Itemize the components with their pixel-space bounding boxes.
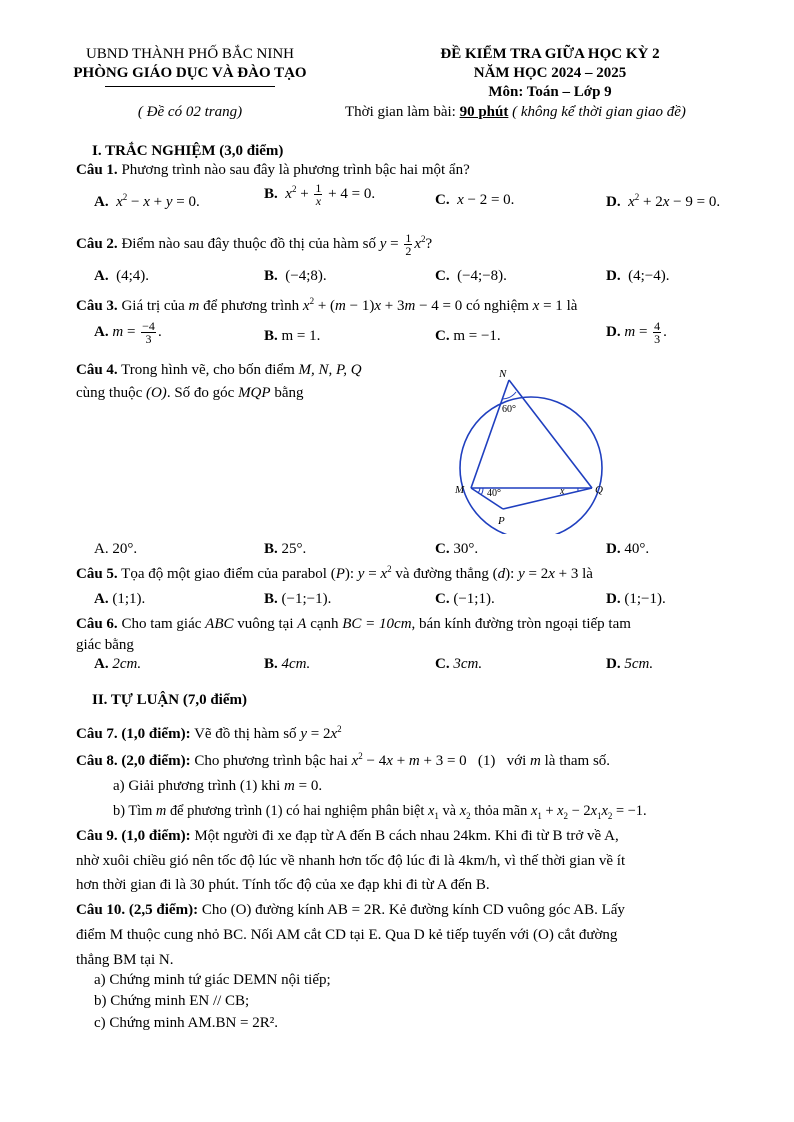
fig-label-M: M <box>455 484 465 496</box>
q4-text3: . Số đo góc <box>166 385 235 401</box>
q3-a-label: A. <box>94 323 109 340</box>
q4-option-c[interactable] <box>435 541 478 558</box>
q4-c-label: C. <box>435 541 450 557</box>
q2-stem: Câu 2. Điểm nào sau đây thuộc đồ thị của hàm số y = $\frac{1}{2}$ $x^2$? <box>76 231 433 258</box>
q10-text1: Cho (O) đường kính AB = 2R. Kẻ đường kính CD vuông góc AB. Lấy <box>201 902 625 918</box>
q5-stem: Câu 5. Tọa độ một giao điểm của parabol (P): $y = x^2$ và đường thẳng (d): y = 2x + 3 là <box>76 564 593 582</box>
q10-line3: thẳng BM tại N. <box>76 952 174 968</box>
q5-b-value: (−1;−1). <box>281 591 332 607</box>
q6-a-point: A <box>297 616 307 632</box>
header-left-line2: PHÒNG GIÁO DỤC VÀ ĐÀO TẠO <box>73 65 307 81</box>
q4-text2: cùng thuộc <box>76 385 143 401</box>
q4-circle-figure <box>450 362 620 534</box>
q3-text1: Giá trị của <box>121 298 185 314</box>
q10-line1 <box>76 902 625 919</box>
q6-a-value: 2cm. <box>112 656 142 672</box>
q6-option-d[interactable] <box>606 656 653 673</box>
q6-bc: BC = 10cm <box>342 616 412 632</box>
q1-option-c[interactable]: C. x − 2 = 0. <box>435 192 515 208</box>
q4-option-b[interactable] <box>264 541 306 558</box>
q5-option-b[interactable] <box>264 591 331 608</box>
q3-option-b[interactable] <box>264 328 320 345</box>
q6-d-value: 5cm. <box>624 656 654 672</box>
q2-d-label: D. <box>606 268 621 284</box>
q5-a-label: A. <box>94 591 109 607</box>
q5-c-label: C. <box>435 591 450 607</box>
q5-option-d[interactable] <box>606 591 666 608</box>
q2-label: Câu 2. <box>76 235 118 252</box>
q6-option-c[interactable] <box>435 656 482 673</box>
q6-option-b[interactable] <box>264 656 310 673</box>
q3-c-value: m = −1. <box>453 328 501 344</box>
time-label: Thời gian làm bài: <box>345 104 456 120</box>
q4-points: M, N, P, Q <box>298 362 362 378</box>
q10-part-b: b) Chứng minh EN // CB; <box>94 993 250 1009</box>
q8-text1: Cho phương trình bậc hai <box>194 753 348 769</box>
q8-text2: với <box>506 753 527 769</box>
q8-eqnum: (1) <box>477 753 496 769</box>
q1-option-d[interactable]: D. $x^2 + 2x - 9 = 0$. <box>606 192 721 210</box>
q4-d-value: 40°. <box>624 541 650 557</box>
q3-text3: có nghiệm <box>466 298 529 314</box>
q4-angle: MQP <box>238 385 271 401</box>
q7-text: Vẽ đồ thị hàm số <box>194 726 297 742</box>
time-note: ( không kể thời gian giao đề) <box>512 104 686 120</box>
q1-label: Câu 1. <box>76 162 118 178</box>
time-value: 90 phút <box>459 104 509 120</box>
q6-stem-line1 <box>76 616 631 633</box>
q9-label: Câu 9. (1,0 điểm): <box>76 828 191 844</box>
q1-option-b[interactable]: B. $x^2$ + $\frac{1}{x}$ + 4 = 0. <box>264 181 376 208</box>
q2-d-value: (4;−4). <box>628 268 670 284</box>
q4-stem-line2 <box>76 385 303 402</box>
q1-stem <box>76 162 470 179</box>
fig-angle-M: 40° <box>487 488 501 499</box>
q2-a-label: A. <box>94 268 109 284</box>
q5-d-value: (1;−1). <box>624 591 666 607</box>
q3-label: Câu 3. <box>76 298 118 314</box>
q10-part-c: c) Chứng minh AM.BN = 2R². <box>94 1015 279 1031</box>
q4-a-value: 20°. <box>112 541 138 557</box>
q5-option-a[interactable] <box>94 591 145 608</box>
q6-text4: , bán kính đường tròn ngoại tiếp tam <box>411 616 631 632</box>
q8-b-text4: và <box>442 803 457 819</box>
q2-option-a[interactable] <box>94 268 149 285</box>
q2-option-b[interactable] <box>264 268 327 285</box>
q8-a-text2: khi <box>261 778 281 794</box>
q2-c-value: (−4;−8). <box>457 268 507 284</box>
q8-a-eqnum: (1) <box>239 778 258 794</box>
q4-option-d[interactable] <box>606 541 649 558</box>
q8-part-a: a) Giải phương trình (1) khi m = 0. <box>113 778 323 794</box>
q2-option-d[interactable] <box>606 268 669 285</box>
q4-c-value: 30°. <box>453 541 479 557</box>
q10-label: Câu 10. (2,5 điểm): <box>76 902 199 918</box>
q3-b-label: B. <box>264 328 278 344</box>
q8-text3: là tham số. <box>544 753 611 769</box>
q10-part-a: a) Chứng minh tứ giác DEMN nội tiếp; <box>94 972 331 988</box>
header-right-line2: NĂM HỌC 2024 – 2025 <box>473 65 627 81</box>
q7-label: Câu 7. (1,0 điểm): <box>76 726 191 742</box>
q10-line2: điểm M thuộc cung nhỏ BC. Nối AM cắt CD tại E. Qua D kẻ tiếp tuyến với (O) cắt đường <box>76 927 618 943</box>
q4-d-label: D. <box>606 541 621 557</box>
fig-label-P: P <box>498 515 505 527</box>
fig-label-N: N <box>499 368 507 380</box>
q9-line2: nhờ xuôi chiều gió nên tốc độ lúc về nhanh hơn tốc độ lúc đi là 4km/h, vì thế thời gian về ít <box>76 853 626 869</box>
q2-b-label: B. <box>264 268 278 284</box>
q4-a-label: A. <box>94 541 109 557</box>
fig-angle-Q: x <box>560 486 565 497</box>
q6-a-label: A. <box>94 656 109 672</box>
q3-d-label: D. <box>606 323 621 340</box>
q3-option-c[interactable] <box>435 328 501 345</box>
q6-d-label: D. <box>606 656 621 672</box>
q1-a-label: A. <box>94 194 109 210</box>
q6-text1: Cho tam giác <box>121 616 202 632</box>
q1-d-label: D. <box>606 194 621 210</box>
q2-a-value: (4;4). <box>116 268 150 284</box>
q5-c-value: (−1;1). <box>453 591 495 607</box>
fig-label-Q: Q <box>595 484 603 496</box>
q8-part-b: b) Tìm m để phương trình (1) có hai nghiệm phân biệt $x_1$ và $x_2$ thỏa mãn $x_1 + x_2 - 2x_1x_2 = -1$. <box>113 803 647 821</box>
q7-stem: Câu 7. (1,0 điểm): Vẽ đồ thị hàm số $y = 2x^2$ <box>76 724 342 742</box>
q9-text1: Một người đi xe đạp từ A đến B cách nhau 24km. Khi đi từ B trở về A, <box>194 828 619 844</box>
q8-a-text1: a) Giải phương trình <box>113 778 237 794</box>
q5-label: Câu 5. <box>76 566 118 582</box>
q4-circle: (O) <box>145 385 167 401</box>
q5-text3: là <box>582 566 593 582</box>
q5-option-c[interactable] <box>435 591 495 608</box>
header-left-underline <box>105 86 275 87</box>
q6-stem-line2: giác bằng <box>76 637 134 653</box>
q6-abc: ABC <box>205 616 234 632</box>
q3-option-d[interactable]: D. m = $\frac{4}{3}$ . <box>606 319 667 346</box>
q4-label: Câu 4. <box>76 362 118 378</box>
q4-b-value: 25°. <box>281 541 307 557</box>
header-time <box>345 104 686 121</box>
q3-b-value: m = 1. <box>281 328 321 344</box>
header-right-line1: ĐỀ KIỂM TRA GIỮA HỌC KỲ 2 <box>440 46 660 62</box>
section2-title: II. TỰ LUẬN (7,0 điểm) <box>92 692 248 708</box>
q8-b-eqnum: (1) <box>265 803 283 819</box>
q6-text2: vuông tại <box>237 616 294 632</box>
q1-b-label: B. <box>264 185 278 202</box>
q6-c-label: C. <box>435 656 450 672</box>
q8-label: Câu 8. (2,0 điểm): <box>76 753 191 769</box>
q5-b-label: B. <box>264 591 278 607</box>
q4-b-label: B. <box>264 541 278 557</box>
q3-stem: Câu 3. Giá trị của m để phương trình $x^2 + (m - 1)x + 3m - 4 = 0$ có nghiệm x = 1 là <box>76 296 578 314</box>
q6-label: Câu 6. <box>76 616 118 632</box>
q9-line1 <box>76 828 619 845</box>
q3-text4: là <box>566 298 578 314</box>
fig-angle-N: 60° <box>502 404 516 415</box>
q5-a-value: (1;1). <box>112 591 146 607</box>
q1-option-a[interactable]: A. $x^2 - x + y = 0$. <box>94 192 200 210</box>
q9-line3: hơn thời gian đi là 30 phút. Tính tốc độ của xe đạp khi đi từ A đến B. <box>76 877 490 893</box>
q8-b-text1: b) Tìm <box>113 803 153 819</box>
q2-option-c[interactable] <box>435 268 507 285</box>
q4-option-a[interactable] <box>94 541 137 558</box>
q2-text: Điểm nào sau đây thuộc đồ thị của hàm số <box>121 235 376 252</box>
q3-c-label: C. <box>435 328 450 344</box>
q4-stem-line1 <box>76 362 362 379</box>
q3-option-a[interactable]: A. m = $\frac{-4}{3}$ . <box>94 319 162 346</box>
q5-text2: và đường thẳng <box>395 566 489 582</box>
q2-c-label: C. <box>435 268 450 284</box>
q8-b-text3: có hai nghiệm phân biệt <box>286 803 425 819</box>
q8-b-text5: thỏa mãn <box>474 803 528 819</box>
q6-text3: cạnh <box>310 616 339 632</box>
q4-text1: Trong hình vẽ, cho bốn điểm <box>121 362 295 378</box>
header-left-line1: UBND THÀNH PHỐ BẮC NINH <box>85 46 295 62</box>
q6-option-a[interactable] <box>94 656 141 673</box>
header-right-line3: Môn: Toán – Lớp 9 <box>488 84 612 100</box>
q1-text: Phương trình nào sau đây là phương trình bậc hai một ẩn? <box>121 162 470 178</box>
section1-title: I. TRẮC NGHIỆM (3,0 điểm) <box>92 143 284 159</box>
q2-b-value: (−4;8). <box>285 268 327 284</box>
q8-stem: Câu 8. (2,0 điểm): Cho phương trình bậc hai $x^2 - 4x + m + 3 = 0$ (1) với m là tham số. <box>76 751 611 769</box>
q1-c-label: C. <box>435 192 450 208</box>
q6-b-value: 4cm. <box>281 656 311 672</box>
q3-text2: để phương trình <box>203 298 300 314</box>
q5-text1: Tọa độ một giao điểm của parabol <box>121 566 327 582</box>
q4-text4: bằng <box>274 385 304 401</box>
header-left-note: ( Đề có 02 trang) <box>137 104 243 120</box>
q6-c-value: 3cm. <box>453 656 483 672</box>
q5-d-label: D. <box>606 591 621 607</box>
q6-b-label: B. <box>264 656 278 672</box>
q8-b-text2: để phương trình <box>169 803 263 819</box>
